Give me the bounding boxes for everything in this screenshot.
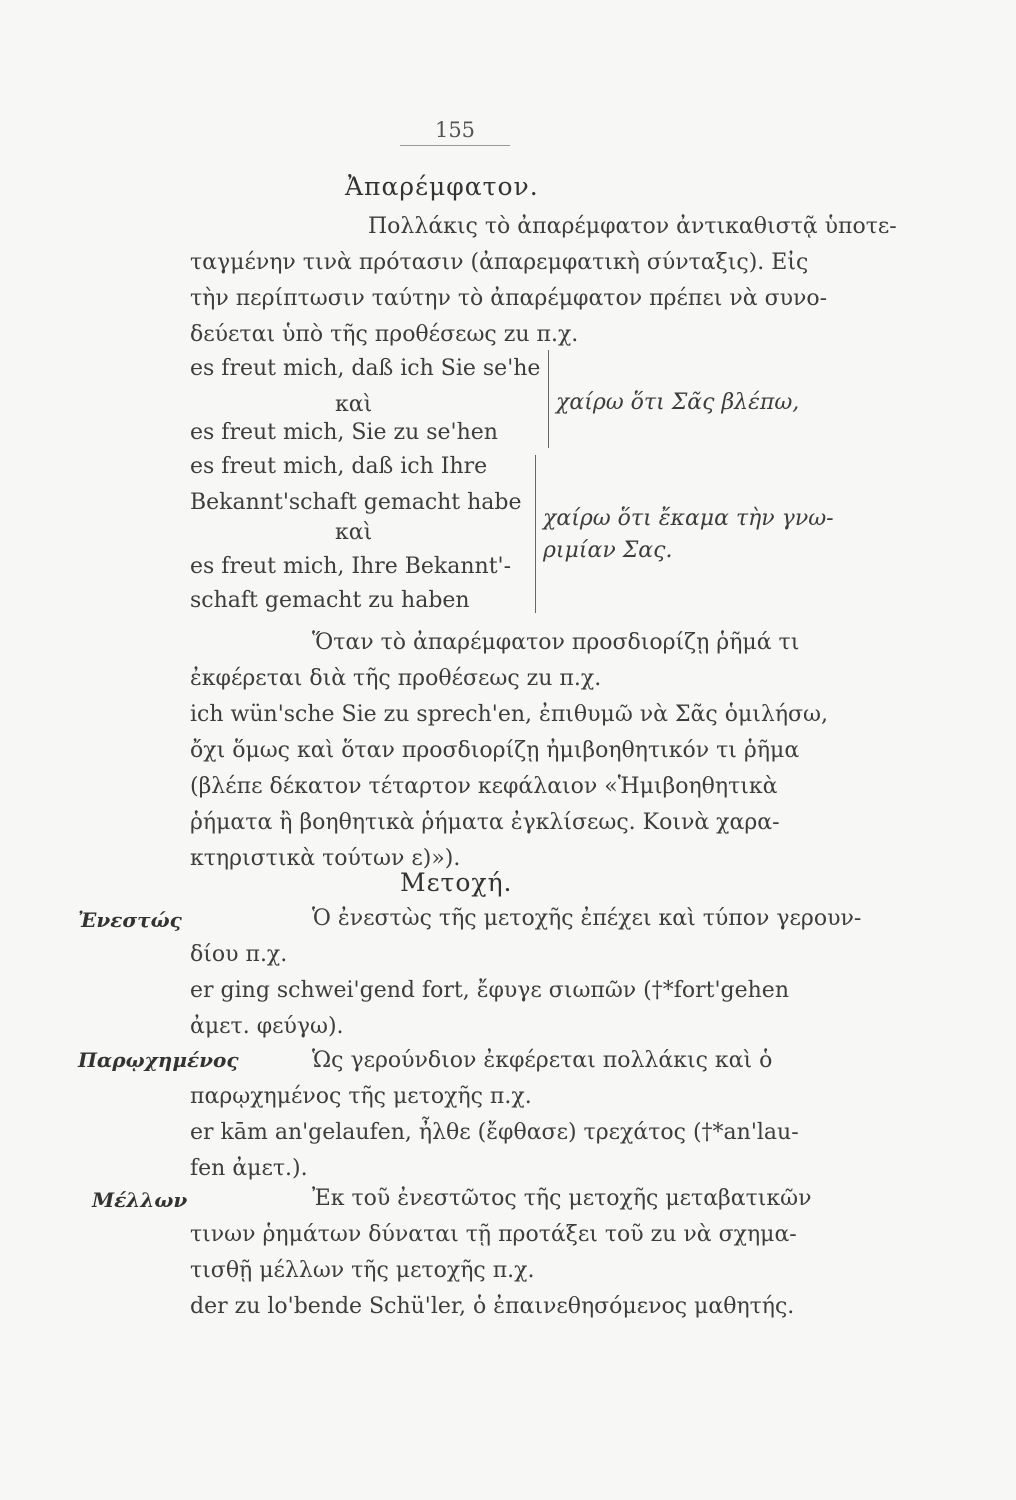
paragraph-line: κτηριστικὰ τούτων ε)»). bbox=[190, 846, 461, 871]
margin-label-future: Μέλλων bbox=[92, 1188, 188, 1212]
entry-line: Ὁ ἐνεστὼς τῆς μετοχῆς ἐπέχει καὶ τύπον γερουν- bbox=[312, 906, 862, 931]
example-connector: καὶ bbox=[335, 392, 373, 417]
entry-line: fen ἀμετ.). bbox=[190, 1156, 308, 1181]
section-heading-participle: Μετοχή. bbox=[400, 868, 513, 897]
entry-line: παρῳχημένος τῆς μετοχῆς π.χ. bbox=[190, 1084, 532, 1109]
entry-line: der zu lo'bende Schü'ler, ὁ ἐπαινεθησόμενος μαθητής. bbox=[190, 1294, 795, 1319]
margin-label-past: Παρῳχημένος bbox=[78, 1048, 239, 1072]
example-greek: χαίρω ὅτι ἔκαμα τὴν γνω- bbox=[543, 506, 834, 531]
entry-line: τινων ῥημάτων δύναται τῇ προτάξει τοῦ zu νὰ σχημα- bbox=[190, 1222, 797, 1247]
intro-line: Πολλάκις τὸ ἀπαρέμφατον ἀντικαθιστᾷ ὑποτε- bbox=[368, 214, 897, 239]
paragraph-line: (βλέπε δέκατον τέταρτον κεφάλαιον «Ἡμιβοηθητικὰ bbox=[190, 774, 778, 799]
entry-line: er kām an'gelaufen, ἦλθε (ἔφθασε) τρεχάτος (†*an'lau- bbox=[190, 1120, 799, 1145]
paragraph-line: ῥήματα ἢ βοηθητικὰ ῥήματα ἐγκλίσεως. Κοινὰ χαρα- bbox=[190, 810, 780, 835]
example-connector: καὶ bbox=[335, 520, 373, 545]
example-german: es freut mich, daß ich Ihre bbox=[190, 454, 488, 479]
example-divider bbox=[548, 350, 549, 448]
intro-line: τὴν περίπτωσιν ταύτην τὸ ἀπαρέμφατον πρέπει νὰ συνο- bbox=[190, 286, 828, 311]
example-german: Bekannt'schaft gemacht habe bbox=[190, 490, 522, 515]
example-german: es freut mich, daß ich Sie se'he bbox=[190, 356, 541, 381]
example-greek: ριμίαν Σας. bbox=[543, 538, 673, 563]
entry-line: Ἐκ τοῦ ἐνεστῶτος τῆς μετοχῆς μεταβατικῶν bbox=[312, 1186, 812, 1211]
example-german: es freut mich, Ihre Bekannt'- bbox=[190, 554, 512, 579]
intro-line: δεύεται ὑπὸ τῆς προθέσεως zu π.χ. bbox=[190, 322, 579, 347]
page-number: 155 bbox=[434, 118, 476, 142]
paragraph-line: ὄχι ὅμως καὶ ὅταν προσδιορίζῃ ἠμιβοηθητικόν τι ῥῆμα bbox=[190, 738, 800, 763]
example-greek: χαίρω ὅτι Σᾶς βλέπω, bbox=[556, 390, 800, 415]
margin-label-present: Ἐνεστώς bbox=[78, 908, 182, 932]
example-german: schaft gemacht zu haben bbox=[190, 588, 470, 613]
entry-line: ἀμετ. φεύγω). bbox=[190, 1014, 344, 1039]
example-german: es freut mich, Sie zu se'hen bbox=[190, 420, 498, 445]
entry-line: δίου π.χ. bbox=[190, 942, 288, 967]
entry-line: τισθῇ μέλλων τῆς μετοχῆς π.χ. bbox=[190, 1258, 535, 1283]
page-number-rule bbox=[400, 145, 510, 146]
example-divider bbox=[535, 455, 536, 613]
section-heading-infinitive: Ἀπαρέμφατον. bbox=[345, 172, 539, 201]
paragraph-line: ἐκφέρεται διὰ τῆς προθέσεως zu π.χ. bbox=[190, 666, 602, 691]
paragraph-line: Ὅταν τὸ ἀπαρέμφατον προσδιορίζῃ ῥῆμά τι bbox=[312, 630, 800, 655]
entry-line: er ging schwei'gend fort, ἔφυγε σιωπῶν (†*fort'gehen bbox=[190, 978, 789, 1003]
entry-line: Ὡς γερούνδιον ἐκφέρεται πολλάκις καὶ ὁ bbox=[312, 1048, 773, 1073]
intro-line: ταγμένην τινὰ πρότασιν (ἀπαρεμφατικὴ σύνταξις). Εἰς bbox=[190, 250, 809, 275]
paragraph-line: ich wün'sche Sie zu sprech'en, ἐπιθυμῶ νὰ Σᾶς ὁμιλήσω, bbox=[190, 702, 828, 727]
